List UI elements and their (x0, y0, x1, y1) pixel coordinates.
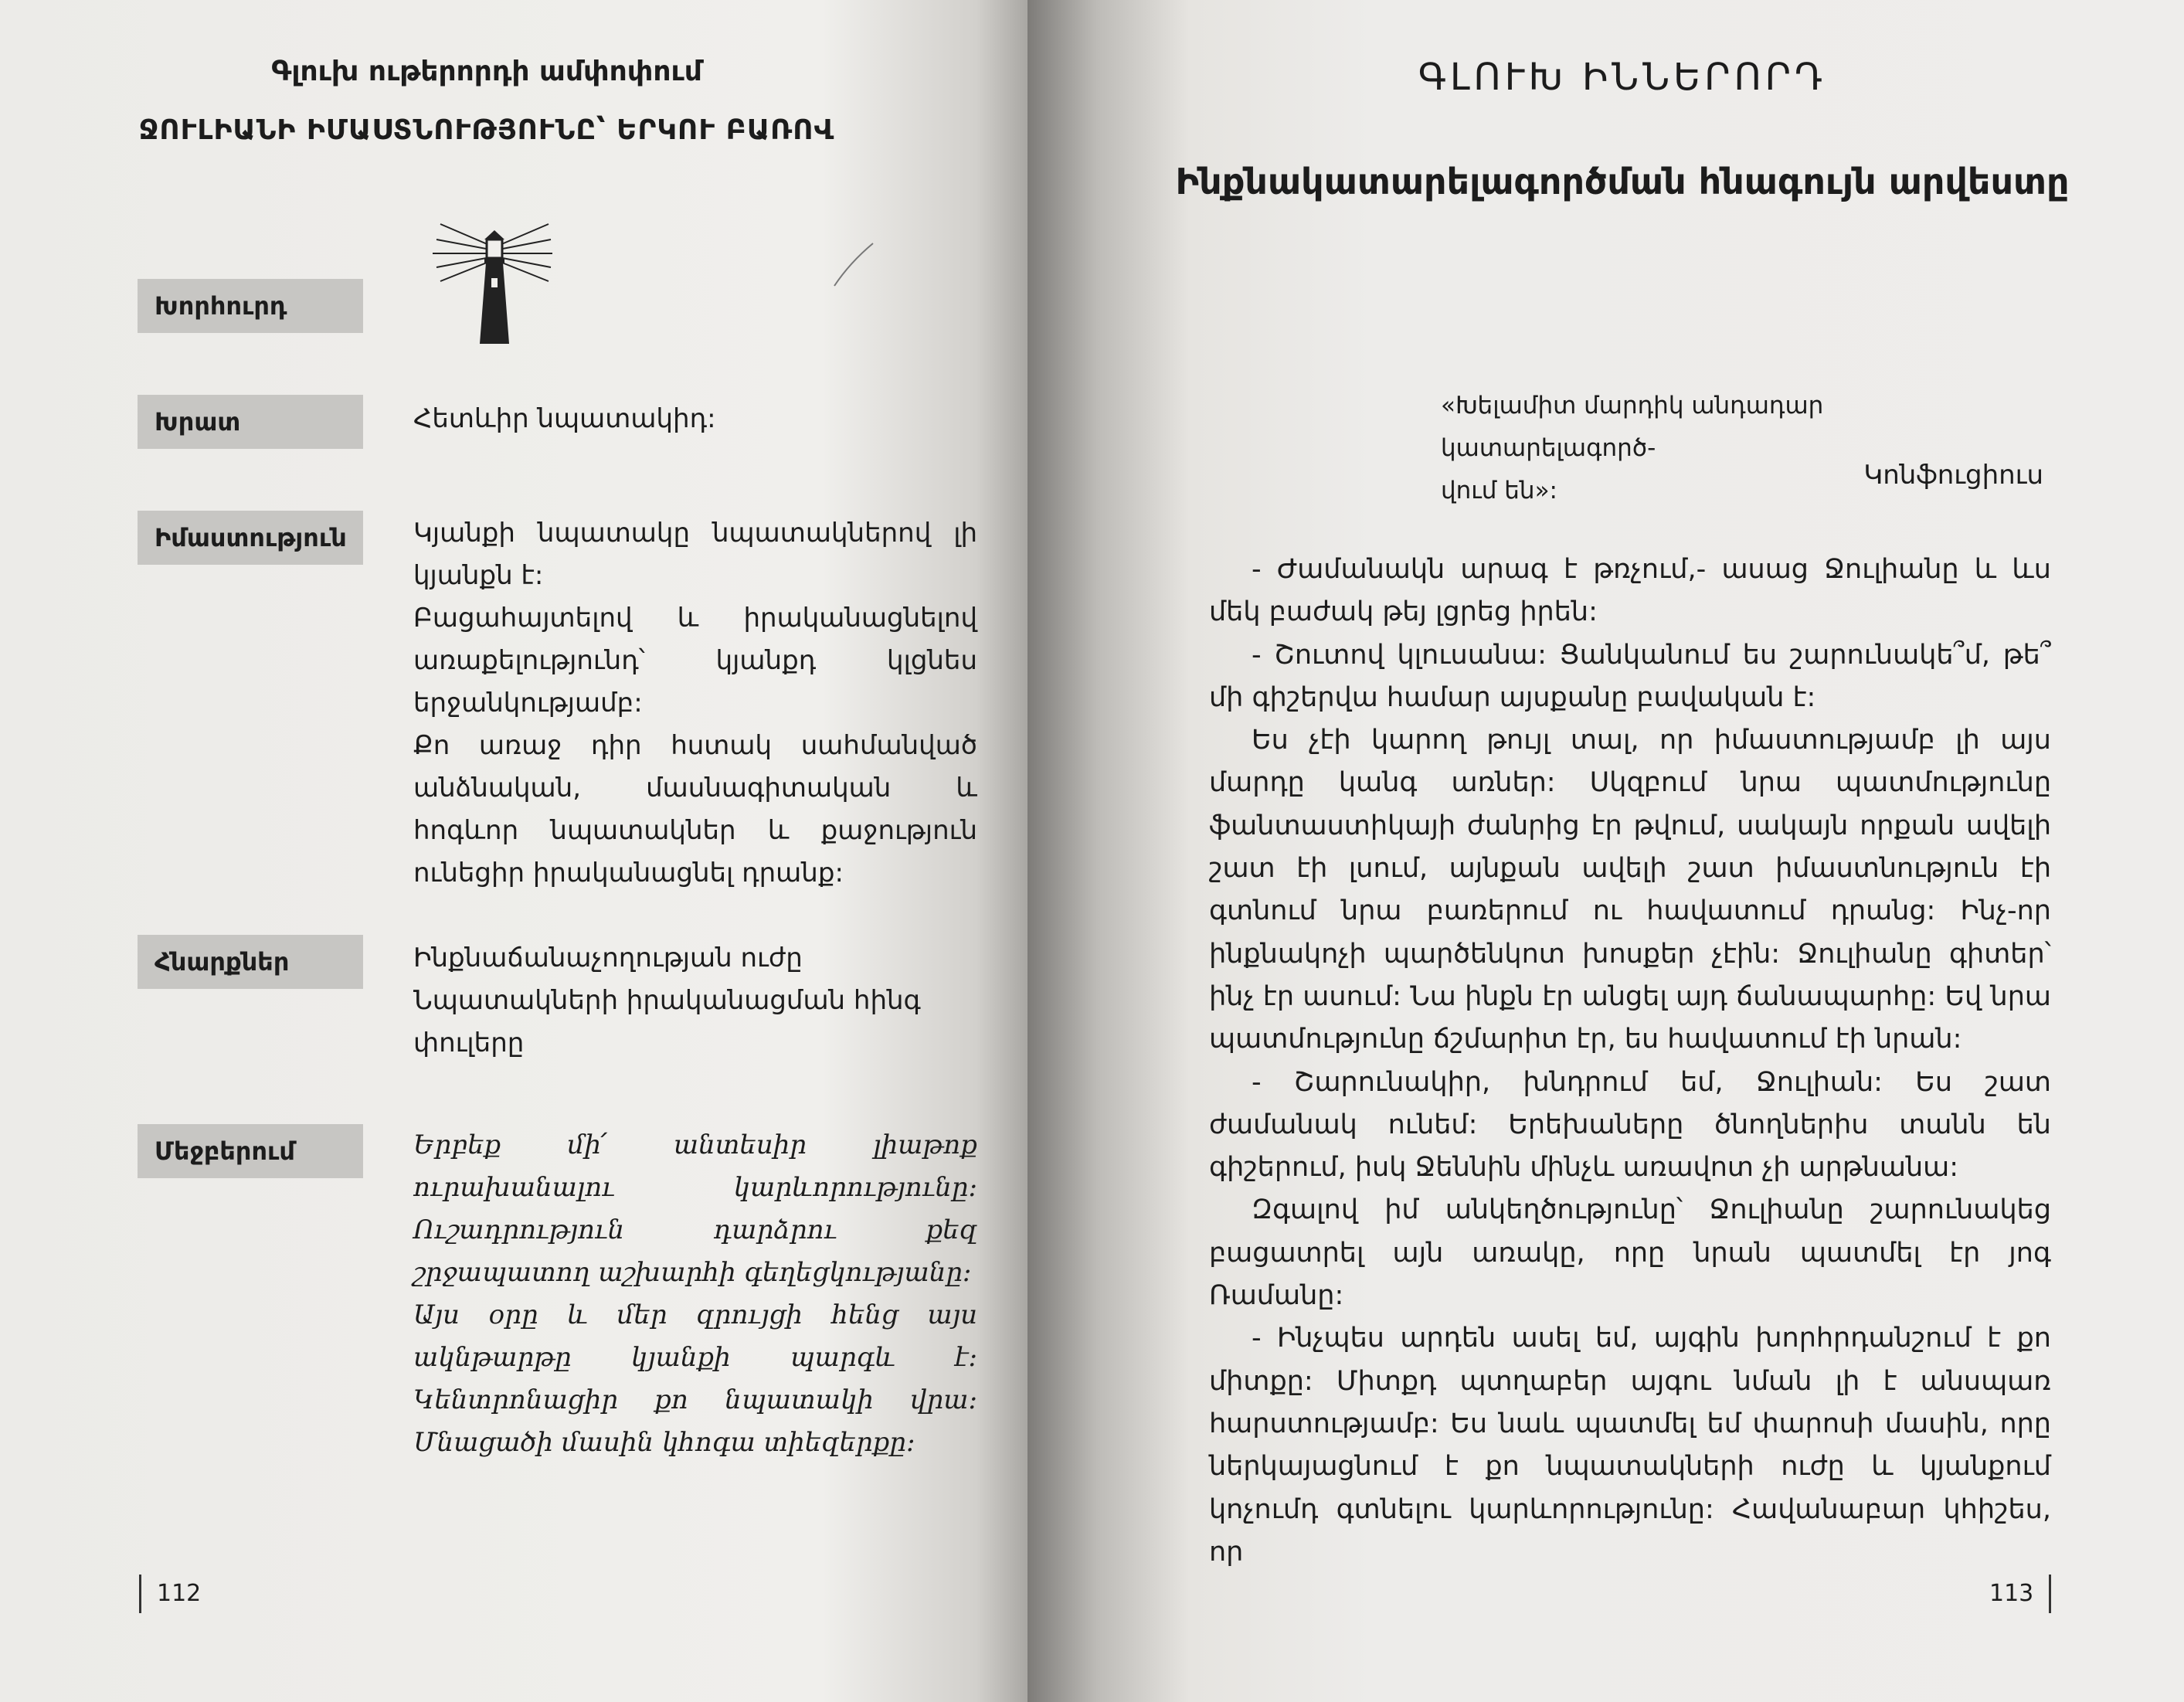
chapter-label: ԳԼՈՒԽ ԻՆՆԵՐՈՐԴ (1418, 56, 1827, 99)
wisdom-text (413, 512, 977, 895)
technique-line: Ինքնաճանաչողության ուժը (413, 943, 803, 973)
wisdom-line: Բացահայտելով և իրականացնելով առաքելությունդ՝ կյանքդ կլցնես երջանկությամբ: (413, 603, 977, 719)
paragraph: - Շարունակիր, խնդրում եմ, Ջուլիան: Ես շատ ժամանակ ունեմ: Երեխաները ծնողներիս տանն են գիշերում, իսկ Ջեննին մինչև առավոտ չի արթնանա: (1209, 1066, 2051, 1184)
paragraph: - Ինչպես արդեն ասել եմ, այգին խորհրդանշում է քո միտքը: Միտքդ պտղաբեր այգու նման լի է անսպառ հարստությամբ: Ես նաև պատմել եմ փարոսի մասին, որը ներկայացնում է քո նպատակների ուժը և կյանքում կոչումդ գտնելու կարևորությունը: Հավանաբար կհիշես, որ (1209, 1323, 2051, 1568)
left-page (0, 0, 1027, 1702)
technique-line: Նպատակների իրականացման հինգ փուլերը (413, 985, 921, 1058)
quote-line: Այս օրը և մեր զրույցի հենց այս ակնթարթը կյանքի պարգև է: Կենտրոնացիր քո նպատակի վրա: Մնացածի մասին կհոգա տիեզերքը: (413, 1299, 977, 1458)
chapter-title: Ինքնակատարելագործման հնագույն արվեստը (1175, 161, 2070, 202)
chapter-summary-title: Գլուխ ութերորդի ամփոփում (271, 56, 702, 87)
epigraph-line: վում են»: (1441, 477, 1557, 504)
label-quotes: Մեջբերում (138, 1124, 363, 1178)
pen-mark-icon (827, 232, 888, 294)
lighthouse-icon (421, 216, 552, 344)
wisdom-line: Կյանքի նպատակը նպատակներով լի կյանքն է: (413, 518, 977, 591)
wisdom-line: Քո առաջ դիր հստակ սահմանված անձնական, մասնագիտական և հոգևոր նպատակներ և քաջություն ունեցիր իրականացնել դրանք: (413, 730, 977, 888)
label-symbol: Խորհուրդ (138, 279, 363, 333)
chapter-body (1209, 549, 2051, 1574)
epigraph-author: Կոնֆուցիուս (1863, 460, 2043, 491)
paragraph: - Շուտով կլուսանա: Ցանկանում ես շարունակե՞մ, թե՞ մի գիշերվա համար այսքանը բավական է: (1209, 639, 2051, 713)
label-techniques: Հնարքներ (138, 935, 363, 989)
quotes-text (413, 1124, 977, 1464)
paragraph: Զգալով իմ անկեղծությունը՝ Ջուլիանը շարունակեց բացատրել այն առակը, որը նրան պատմել էր յոգ Ռամանը: (1209, 1194, 2051, 1312)
epigraph-line: «Խելամիտ մարդիկ անդադար կատարելագործ- (1441, 392, 1824, 462)
label-wisdom: Իմաստություն (138, 511, 363, 565)
paragraph: - Ժամանակն արագ է թռչում,- ասաց Ջուլիանը և ևս մեկ բաժակ թեյ լցրեց իրեն: (1209, 554, 2051, 628)
advice-text: Հետևիր նպատակիդ: (413, 403, 716, 434)
page-number-left: 112 (139, 1575, 201, 1613)
label-advice: Խրատ (138, 395, 363, 449)
paragraph: Ես չէի կարող թույլ տալ, որ իմաստությամբ լի այս մարդը կանգ առներ: Սկզբում նրա պատմությունը ֆանտաստիկայի ժանրից էր թվում, սակայն որքան ավելի շատ էի լսում, այնքան ավելի շատ իմաստնություն էի գտնում նրա բառերում ու հավատում դրանց: Ինչ-որ ինքնակոչի պարծենկոտ խոսքեր չէին: Ջուլիանը գիտեր՝ ինչ էր ասում: Նա ինքն էր անցել այդ ճանապարհը: Եվ նրա պատմությունը ճշմարիտ էր, ես հավատում էի նրան: (1209, 725, 2051, 1055)
wisdom-title: ՋՈՒԼԻԱՆԻ ԻՄԱՍՏՆՈՒԹՅՈՒՆԸ՝ ԵՐԿՈՒ ԲԱՌՈՎ (138, 114, 835, 146)
quote-line: Երբեք մի՛ անտեսիր լիաթոք ուրախանալու կարևորությունը: Ուշադրություն դարձրու քեզ շրջապատող աշխարհի գեղեցկությանը: (413, 1130, 977, 1288)
page-number-right: 113 (1989, 1575, 2051, 1613)
techniques-text (413, 937, 977, 1065)
